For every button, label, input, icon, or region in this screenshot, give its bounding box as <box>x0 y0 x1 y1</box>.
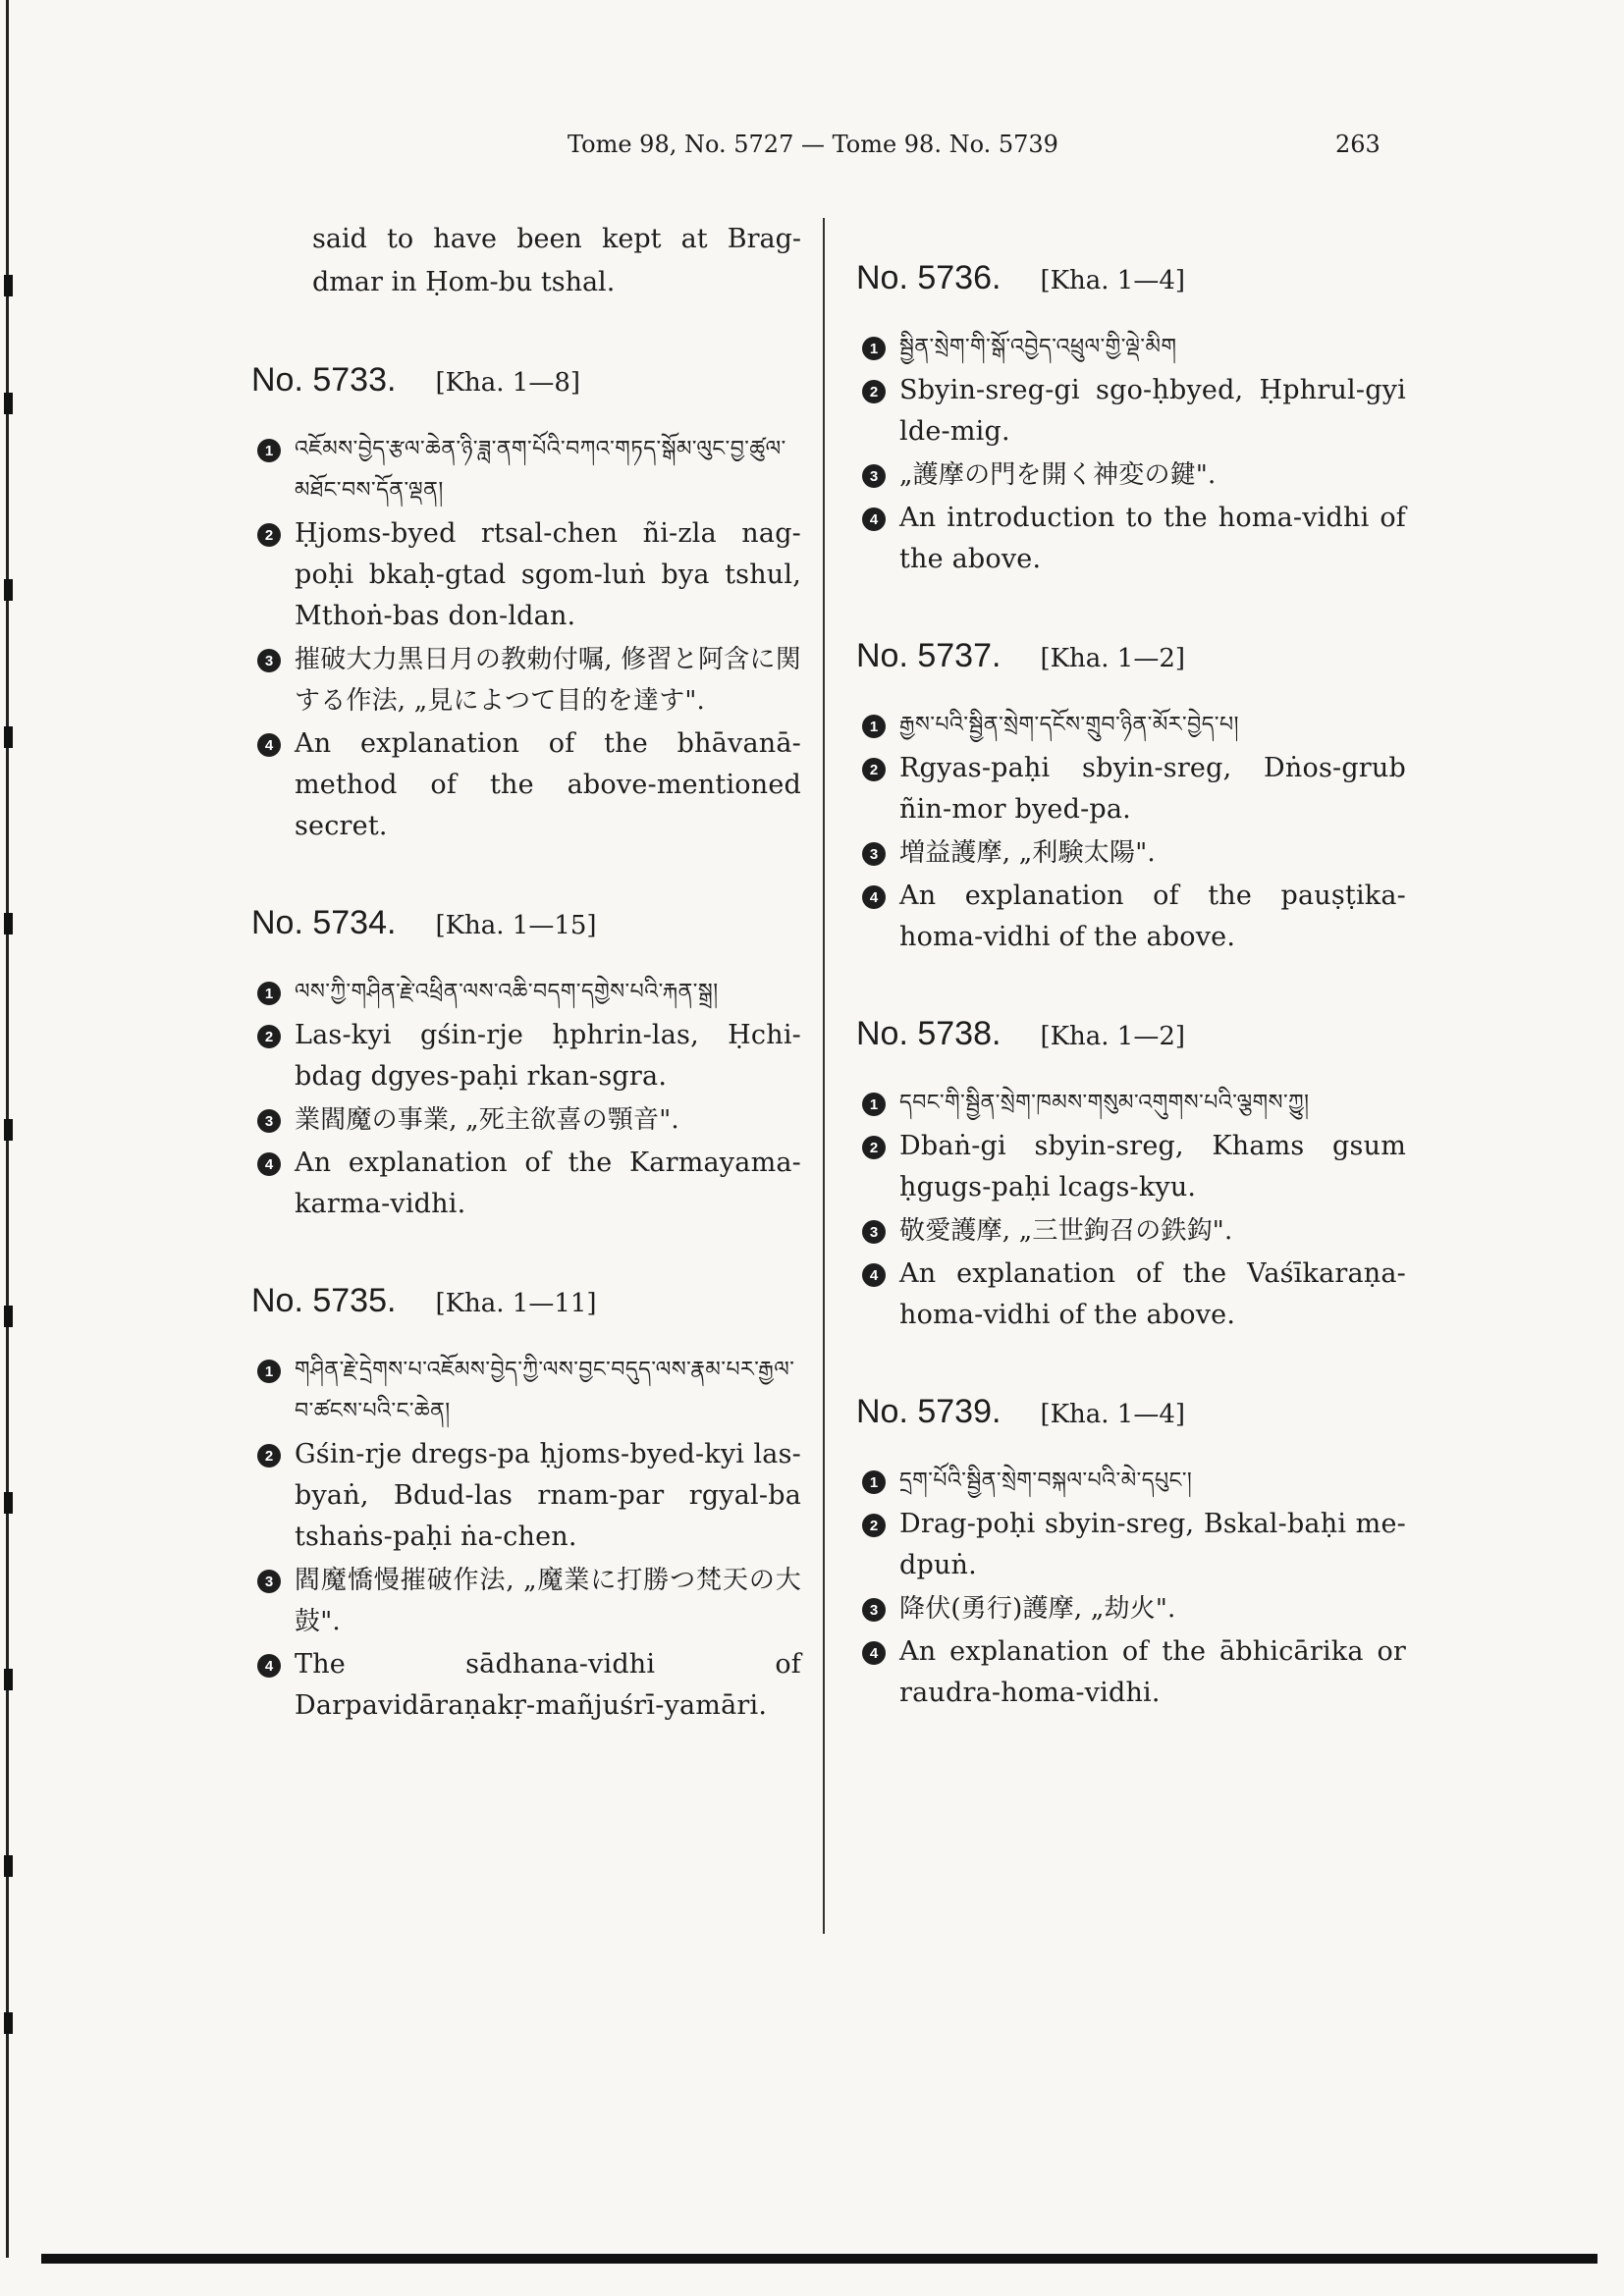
circled-number-marker: 3 <box>862 1220 886 1244</box>
circled-number-marker: 2 <box>862 1136 886 1159</box>
entry-heading <box>251 1282 801 1320</box>
entry-number: No. 5734. <box>251 904 397 941</box>
transliteration-row <box>856 1126 1406 1208</box>
transliteration-row <box>251 513 801 637</box>
japanese-title-row <box>251 1099 801 1141</box>
english-description-row <box>251 1644 801 1727</box>
page-header <box>0 131 1624 166</box>
right-column <box>856 218 1406 1716</box>
english-description-row <box>856 876 1406 958</box>
entry-heading <box>856 637 1406 675</box>
circled-number-marker: 2 <box>862 1514 886 1537</box>
running-title: Tome 98, No. 5727 — Tome 98. No. 5739 <box>568 131 1058 158</box>
entry-heading <box>251 361 801 400</box>
catalog-entry <box>856 259 1406 580</box>
entry-reference: [Kha. 1—15] <box>435 911 597 940</box>
entry-heading <box>856 1015 1406 1053</box>
transliteration-row <box>856 1504 1406 1586</box>
japanese-title-row <box>856 832 1406 874</box>
tibetan-title: རྒྱས་པའི་སྦྱིན་སྲེག་དངོས་གྲུབ་ཉིན་མོར་བྱེད་པ། <box>899 713 1240 737</box>
transliteration: Sbyin-sreg-gi sgo-ḥbyed, Ḥphrul-gyi lde-mig. <box>899 375 1406 447</box>
circled-number-marker: 4 <box>862 885 886 909</box>
circled-number-marker: 1 <box>862 715 886 738</box>
circled-number-marker: 3 <box>257 649 281 672</box>
circled-number-marker: 4 <box>862 1641 886 1665</box>
circled-number-marker: 3 <box>862 842 886 866</box>
circled-number-marker: 3 <box>862 464 886 488</box>
circled-number-marker: 1 <box>862 337 886 360</box>
japanese-title: „護摩の門を開く神変の鍵". <box>899 460 1217 490</box>
circled-number-marker: 3 <box>862 1598 886 1622</box>
tibetan-title-row <box>856 327 1406 368</box>
circled-number-marker: 2 <box>862 758 886 781</box>
entry-number: No. 5737. <box>856 637 1001 674</box>
entry-reference: [Kha. 1—11] <box>435 1289 597 1318</box>
japanese-title: 増益護摩, „利験太陽". <box>899 838 1156 868</box>
japanese-title-row <box>856 454 1406 496</box>
english-description: An explanation of the bhāvanā-method of the above-mentioned secret. <box>295 728 801 841</box>
tibetan-title: ལས་ཀྱི་གཤིན་རྗེ་འཕྲིན་ལས་འཆི་བདག་དགྱེས་པའི་རྐན་སྒྲ། <box>295 980 719 1004</box>
tibetan-title-row <box>251 429 801 511</box>
circled-number-marker: 1 <box>257 439 281 462</box>
tibetan-title: འཇོམས་བྱེད་རྩལ་ཆེན་ཉི་ཟླ་ནག་པོའི་བཀའ་གཏད་སྒོམ་ལུང་བྱ་ཚུལ་མཐོང་བས་དོན་ལྡན། <box>295 437 786 503</box>
circled-number-marker: 4 <box>862 1263 886 1287</box>
page-number: 263 <box>1335 131 1380 158</box>
english-description: An introduction to the homa-vidhi of the above. <box>899 503 1406 574</box>
entry-heading <box>856 1393 1406 1431</box>
entry-number: No. 5736. <box>856 259 1001 296</box>
circled-number-marker: 2 <box>257 523 281 547</box>
japanese-title-row <box>856 1588 1406 1629</box>
english-description-row <box>856 1631 1406 1714</box>
transliteration: Dbaṅ-gi sbyin-sreg, Khams gsum ḥgugs-paḥi lcags-kyu. <box>899 1131 1406 1202</box>
entry-reference: [Kha. 1—4] <box>1040 266 1186 295</box>
transliteration: Ḥjoms-byed rtsal-chen ñi-zla nag-poḥi bkaḥ-gtad sgom-luṅ bya tshul, Mthoṅ-bas don-ldan. <box>295 518 801 631</box>
english-description-row <box>856 1254 1406 1336</box>
tibetan-title-row <box>856 705 1406 746</box>
tibetan-title: སྦྱིན་སྲེག་གི་སྒོ་འབྱེད་འཕྲུལ་གྱི་ལྡེ་མིག <box>899 335 1177 359</box>
entry-number: No. 5735. <box>251 1282 397 1319</box>
transliteration: Gśin-rje dregs-pa ḥjoms-byed-kyi las-byaṅ, Bdud-las rnam-par rgyal-ba tshaṅs-paḥi ṅa-chen. <box>295 1439 801 1552</box>
transliteration-row <box>856 370 1406 453</box>
english-description-row <box>856 498 1406 580</box>
catalog-entry <box>251 904 801 1225</box>
continued-text: said to have been kept at Brag-dmar in Ḥom-bu tshal. <box>312 224 801 297</box>
catalog-entry <box>856 1393 1406 1714</box>
tibetan-title-row <box>251 972 801 1013</box>
circled-number-marker: 1 <box>862 1093 886 1116</box>
tibetan-title: དྲག་པོའི་སྦྱིན་སྲེག་བསྐལ་པའི་མེ་དཔུང་། <box>899 1468 1193 1493</box>
scan-edge-mark <box>4 1492 13 1514</box>
transliteration: Rgyas-paḥi sbyin-sreg, Dṅos-grub ñin-mor byed-pa. <box>899 753 1406 825</box>
catalog-entry <box>856 1015 1406 1336</box>
catalog-entry <box>251 361 801 847</box>
scan-edge-mark <box>4 393 13 414</box>
japanese-title-row <box>856 1210 1406 1252</box>
entry-heading <box>251 904 801 942</box>
entry-number: No. 5738. <box>856 1015 1001 1052</box>
scan-edge-mark <box>4 1119 13 1141</box>
scan-edge-mark <box>4 726 13 748</box>
english-description-row <box>251 1143 801 1225</box>
tibetan-title-row <box>856 1083 1406 1124</box>
entry-number: No. 5739. <box>856 1393 1001 1430</box>
scan-bottom-rule <box>41 2254 1597 2264</box>
transliteration: Drag-poḥi sbyin-sreg, Bskal-baḥi me-dpuṅ. <box>899 1509 1406 1580</box>
english-description: An explanation of the pauṣṭika-homa-vidhi of the above. <box>899 881 1406 952</box>
tibetan-title-row <box>856 1461 1406 1502</box>
entry-reference: [Kha. 1—2] <box>1040 644 1186 673</box>
english-description: An explanation of the ābhicārika or raudra-homa-vidhi. <box>899 1636 1406 1708</box>
circled-number-marker: 1 <box>862 1470 886 1494</box>
transliteration-row <box>856 748 1406 830</box>
entry-reference: [Kha. 1—2] <box>1040 1022 1186 1051</box>
entry-heading <box>856 259 1406 297</box>
scan-edge-mark <box>4 1669 13 1690</box>
circled-number-marker: 4 <box>257 733 281 757</box>
japanese-title-row <box>251 639 801 721</box>
left-column <box>251 218 801 1729</box>
japanese-title: 業閻魔の事業, „死主欲喜の顎音". <box>295 1105 679 1135</box>
circled-number-marker: 4 <box>257 1152 281 1176</box>
circled-number-marker: 1 <box>257 982 281 1005</box>
circled-number-marker: 4 <box>862 507 886 531</box>
circled-number-marker: 3 <box>257 1570 281 1593</box>
scan-edge-mark <box>4 579 13 601</box>
column-divider <box>823 218 825 1934</box>
scan-edge-mark <box>4 1306 13 1327</box>
japanese-title: 摧破大力黒日月の教勅付嘱, 修習と阿含に関する作法, „見によつて目的を達す". <box>295 645 801 716</box>
tibetan-title: གཤིན་རྗེ་དྲེགས་པ་འཇོམས་བྱེད་ཀྱི་ལས་བྱང་བདུད་ལས་རྣམ་པར་རྒྱལ་བ་ཚངས་པའི་ང་ཆེན། <box>295 1358 795 1423</box>
circled-number-marker: 1 <box>257 1360 281 1383</box>
english-description-row <box>251 723 801 847</box>
circled-number-marker: 3 <box>257 1109 281 1133</box>
tibetan-title-row <box>251 1350 801 1432</box>
english-description: The sādhana-vidhi of Darpavidāraṇakṛ-mañjuśrī-yamāri. <box>295 1649 801 1721</box>
entry-reference: [Kha. 1—4] <box>1040 1400 1186 1429</box>
japanese-title: 閻魔憍慢摧破作法, „魔業に打勝つ梵天の大鼓". <box>295 1566 801 1636</box>
catalog-entry <box>251 1282 801 1727</box>
scan-edge-mark <box>4 275 13 296</box>
japanese-title: 降伏(勇行)護摩, „劫火". <box>899 1594 1176 1624</box>
scan-edge-mark <box>4 913 13 934</box>
transliteration-row <box>251 1015 801 1097</box>
transliteration: Las-kyi gśin-rje ḥphrin-las, Ḥchi-bdag dgyes-paḥi rkan-sgra. <box>295 1020 801 1092</box>
scan-edge-mark <box>4 1855 13 1877</box>
english-description: An explanation of the Karmayama-karma-vidhi. <box>295 1148 801 1219</box>
scan-edge-mark <box>4 2012 13 2034</box>
transliteration-row <box>251 1434 801 1558</box>
entry-reference: [Kha. 1—8] <box>435 368 581 398</box>
japanese-title: 敬愛護摩, „三世鉤召の鉄鈎". <box>899 1216 1233 1246</box>
japanese-title-row <box>251 1560 801 1642</box>
tibetan-title: དབང་གི་སྦྱིན་སྲེག་ཁམས་གསུམ་འགུགས་པའི་ལྕགས་ཀྱུ། <box>899 1091 1310 1115</box>
english-description: An explanation of the Vaśīkaraṇa-homa-vidhi of the above. <box>899 1258 1406 1330</box>
circled-number-marker: 2 <box>257 1444 281 1468</box>
catalog-entry <box>856 637 1406 958</box>
scan-left-edge <box>0 0 14 2296</box>
circled-number-marker: 4 <box>257 1654 281 1678</box>
circled-number-marker: 2 <box>257 1025 281 1048</box>
circled-number-marker: 2 <box>862 380 886 403</box>
entry-number: No. 5733. <box>251 361 397 399</box>
